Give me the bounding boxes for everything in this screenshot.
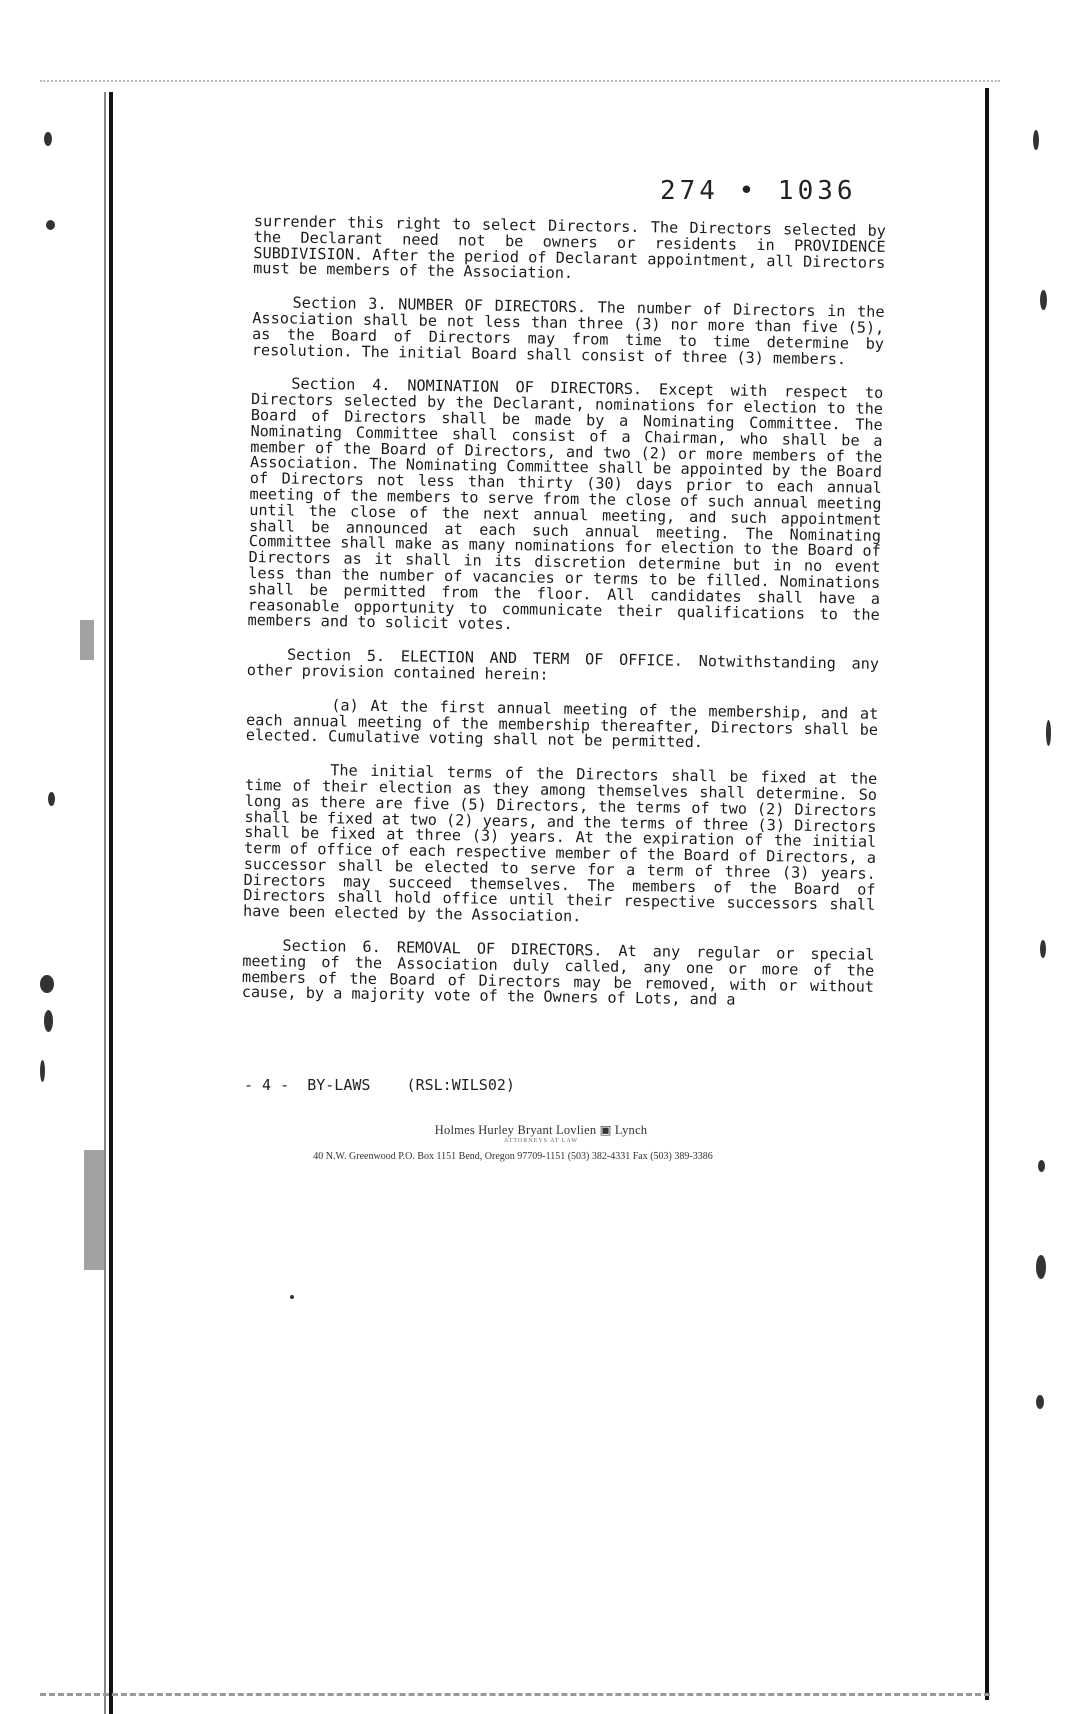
scan-speck — [48, 792, 55, 806]
law-firm-address: 40 N.W. Greenwood P.O. Box 1151 Bend, Oregon 97709-1151 (503) 382-4331 Fax (503) 389-3386 — [313, 1151, 713, 1162]
scan-speck — [40, 975, 54, 993]
law-firm-name: Holmes Hurley Bryant Lovlien ▣ Lynch — [434, 1123, 648, 1137]
scan-smudge — [80, 620, 94, 660]
scan-speck — [290, 1295, 294, 1299]
scan-speck — [1033, 130, 1039, 150]
section-4-nomination-of-directors: Section 4. NOMINATION OF DIRECTORS. Except with respect to Directors selected by the Declarant, nominations for election to the Board of Directors shall be made by a Nominating Committee. The Nominating Committee shall consist of a Chairman, who shall be a member of the Board of Directors, and two (2) or more members of the Association. The Nominating Committee shall be appointed by the Board of Directors not less than thirty (30) days prior to each annual meeting of the members to serve from the close of such annual meeting until the close of the next annual meeting, and such appointment shall be announced at each such annual meeting. The Nominating Committee shall make as many nominations for election to the Board of Directors as it shall in its discretion determine but in no event less than the number of vacancies or terms to be filled. Nominations shall be permitted from the floor. All candidates shall have a reasonable opportunity to communicate their qualifications to the members and to solicit votes. — [247, 374, 884, 634]
document-number: 274 • 1036 — [660, 176, 857, 206]
scan-bottom-edge — [40, 1693, 990, 1696]
paragraph-continued: surrender this right to select Directors. The Directors selected by the Declarant need not be owners or residents in PROVIDENCE SUBDIVISION. After the period of Declarant appointment, all Directors must be members of the Association. — [253, 212, 886, 283]
section-5a: (a) At the first annual meeting of the membership, and at each annual meeting of the membership thereafter, Directors shall be elected. Cumulative voting shall not be permitted. — [245, 695, 879, 752]
scan-smudge — [84, 1150, 104, 1270]
section-5-election-and-term: Section 5. ELECTION AND TERM OF OFFICE. Notwithstanding any other provision contained herein: — [246, 645, 880, 684]
section-6-removal-of-directors: Section 6. REMOVAL OF DIRECTORS. At any regular or special meeting of the Association duly called, any one or more of the members of the Board of Directors may be removed, with or without cause, by a majority vote of the Owners of Lots, and a — [241, 936, 875, 1010]
section-3-number-of-directors: Section 3. NUMBER OF DIRECTORS. The number of Directors in the Association shall be not less than three (3) nor more than five (5), as the Board of Directors may from time to time determine by resolution. The initial Board shall consist of three (3) members. — [251, 293, 885, 368]
law-firm-subtitle: ATTORNEYS AT LAW — [504, 1138, 578, 1144]
scan-speck — [1040, 290, 1047, 310]
section-5-initial-terms: The initial terms of the Directors shall be fixed at the time of their election as they among themselves shall determine. So long as there are five (5) Directors, the terms of two (2) Directors shall be fixed at two (2) years, and the terms of three (3) Directors shall be fixed at three (3) years. At the expiration of the initial term of office of each respective member of the Board of Directors, a successor shall be elected to serve for a term of three (3) years. Directors may succeed themselves. The members of the Board of Directors shall hold office until their respective successors shall have been elected by the Association. — [242, 761, 878, 926]
scan-speck — [40, 1060, 45, 1082]
scan-speck — [44, 132, 52, 146]
document-body — [241, 214, 886, 1029]
scan-top-edge — [40, 80, 1000, 83]
scan-speck — [1046, 720, 1051, 746]
scan-speck — [1036, 1255, 1046, 1279]
scan-speck — [1036, 1395, 1044, 1409]
scan-left-border — [109, 92, 113, 1714]
scan-right-border — [985, 88, 989, 1700]
scan-speck — [46, 220, 55, 230]
page-footer-reference: - 4 - BY-LAWS (RSL:WILS02) — [244, 1076, 515, 1094]
scan-speck — [1040, 940, 1046, 958]
scan-left-shadow — [104, 92, 106, 1714]
scan-speck — [44, 1010, 53, 1032]
